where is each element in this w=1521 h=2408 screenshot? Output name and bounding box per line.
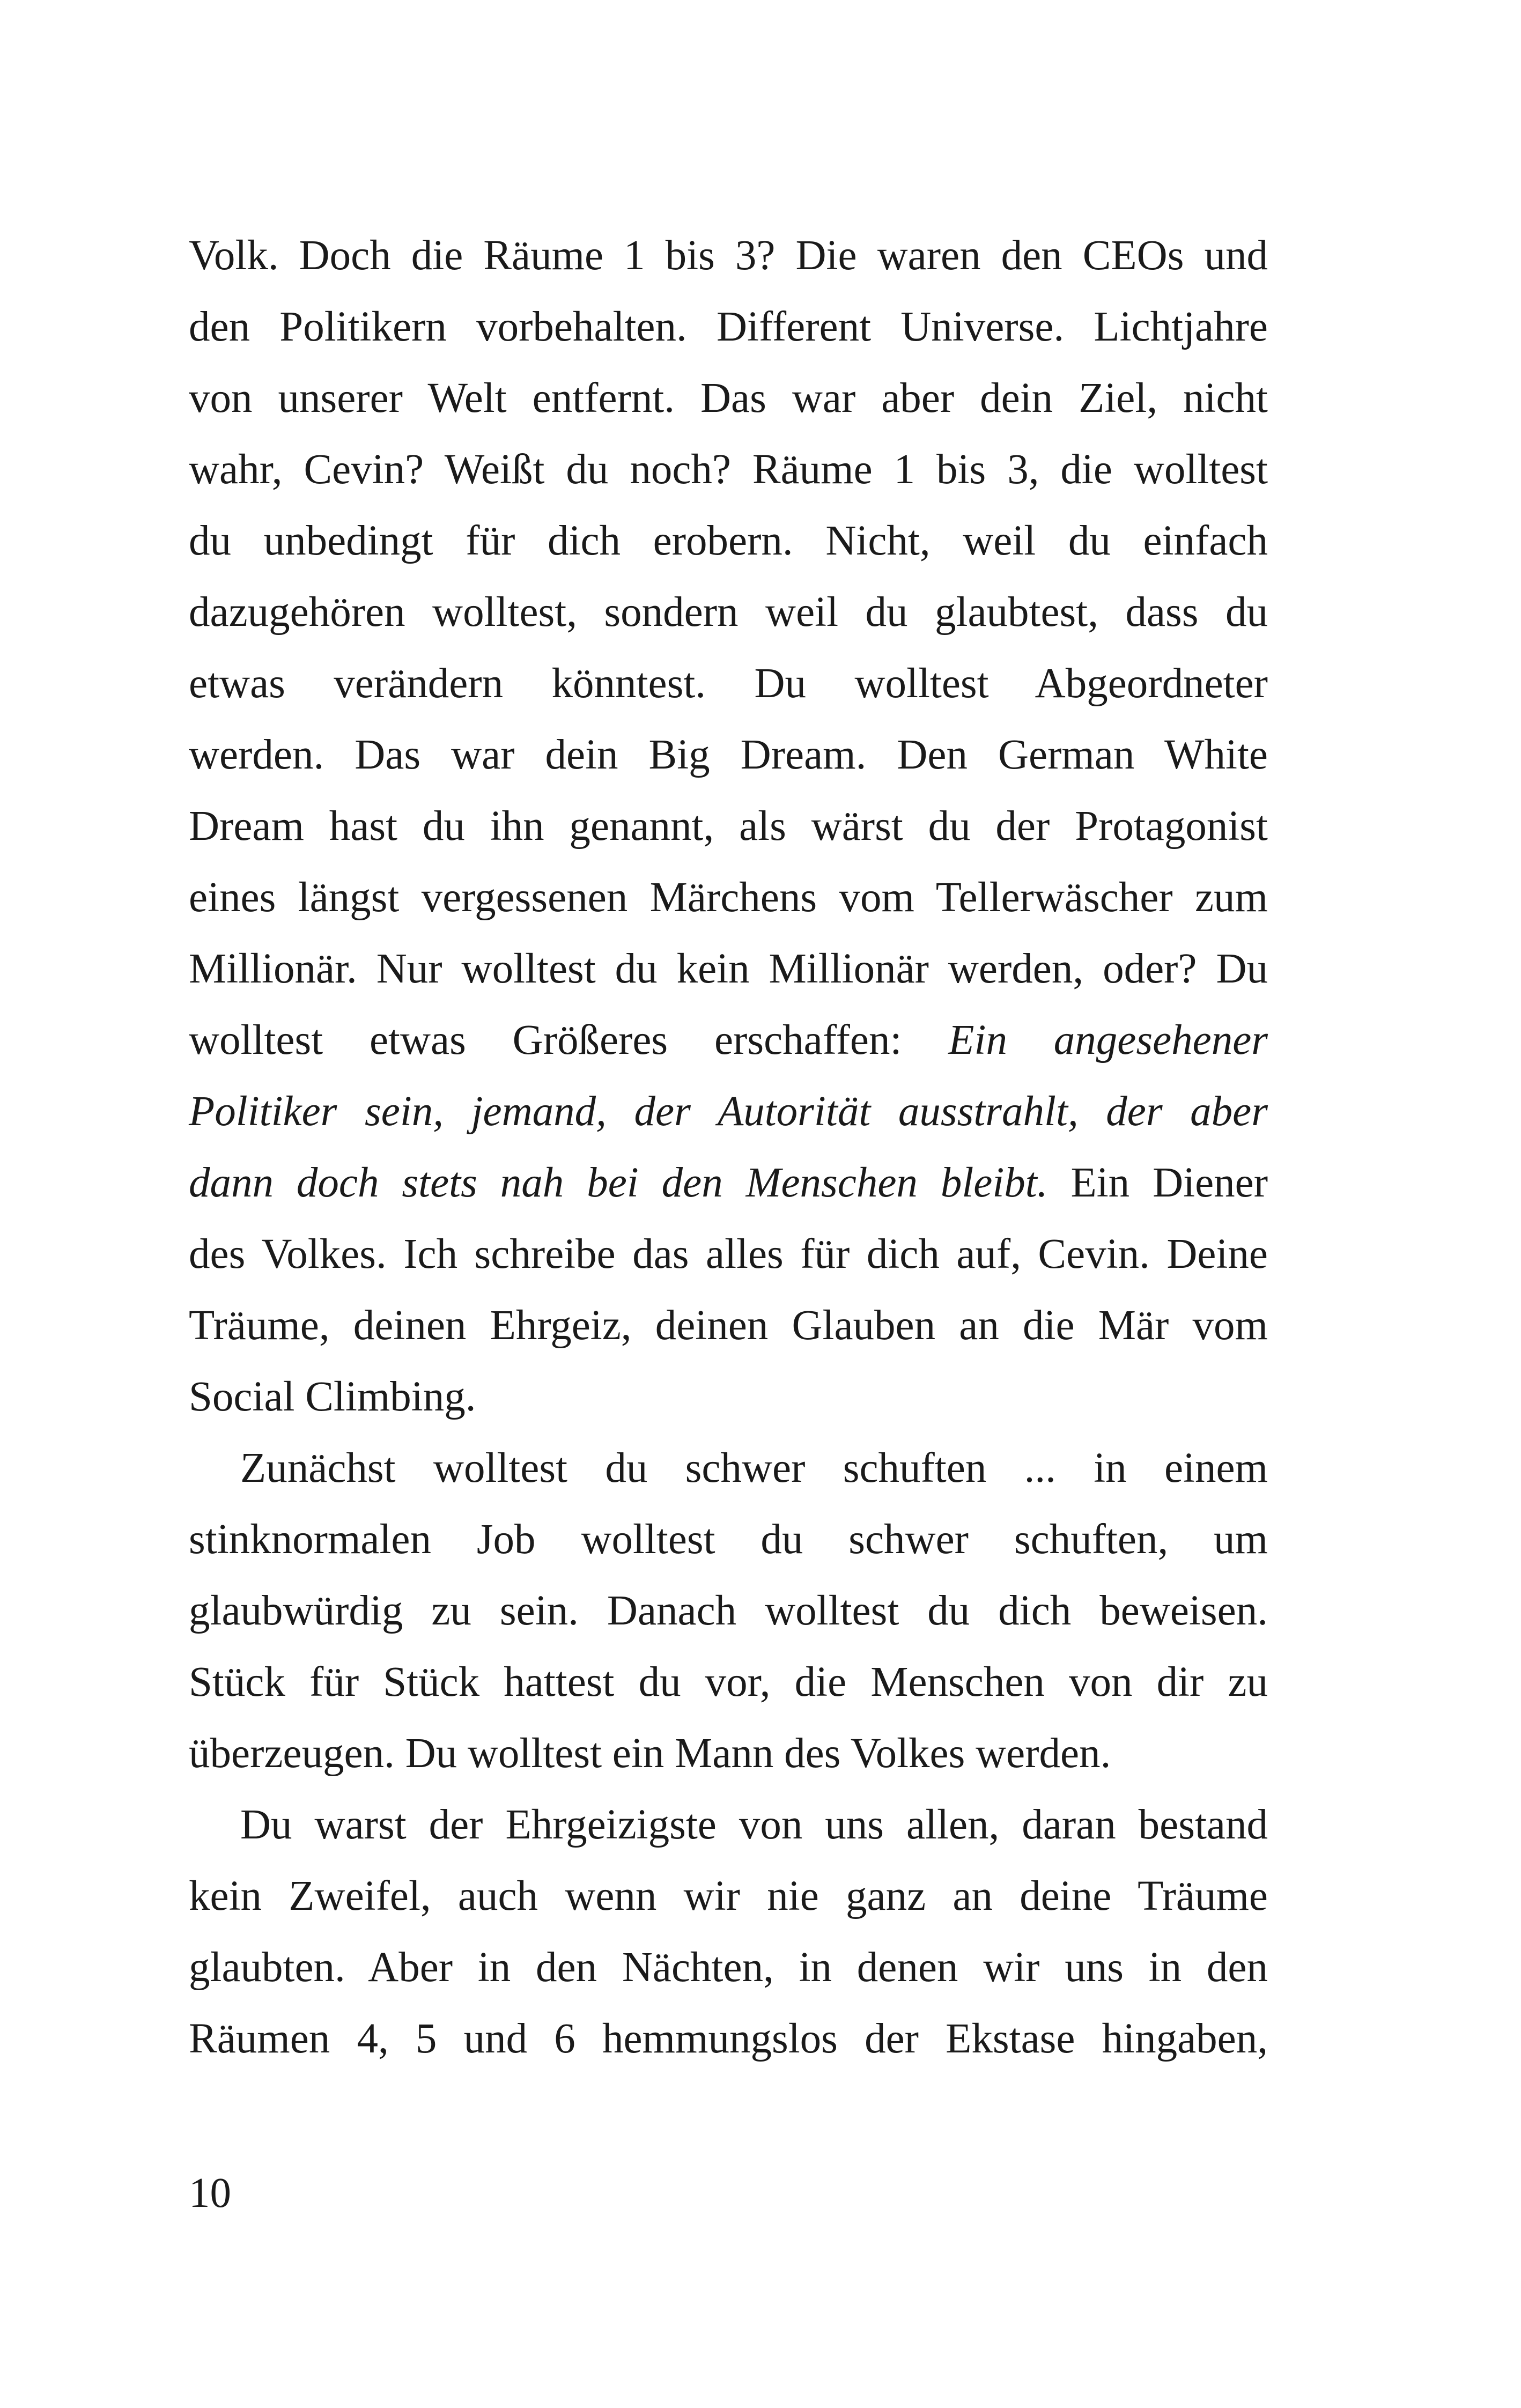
text-line: glaubwürdig zu sein. Danach wolltest du dich beweisen.	[189, 1587, 1268, 1634]
italic-text-segment: Politiker sein, jemand, der Autorität ausstrahlt, der aber	[189, 1088, 1268, 1135]
text-line: Social Climbing.	[189, 1373, 476, 1420]
body-text	[189, 220, 1268, 2074]
text-line: überzeugen. Du wolltest ein Mann des Volkes werden.	[189, 1730, 1111, 1777]
text-line: eines längst vergessenen Märchens vom Tellerwäscher zum	[189, 874, 1268, 921]
text-line-mixed	[189, 1004, 1268, 1076]
text-line: Dream hast du ihn genannt, als wärst du der Protagonist	[189, 803, 1268, 850]
text-segment: wolltest etwas Größeres erschaffen:	[189, 1017, 902, 1063]
text-line: etwas verändern könntest. Du wolltest Abgeordneter	[189, 660, 1268, 707]
text-line: von unserer Welt entfernt. Das war aber dein Ziel, nicht	[189, 375, 1268, 422]
page-number: 10	[189, 2170, 231, 2217]
text-line: wahr, Cevin? Weißt du noch? Räume 1 bis 3, die wolltest	[189, 446, 1268, 493]
italic-text-segment: dann doch stets nah bei den Menschen bleibt.	[189, 1159, 1048, 1206]
text-line: Du warst der Ehrgeizigste von uns allen, daran bestand	[240, 1801, 1268, 1848]
text-line: stinknormalen Job wolltest du schwer schuften, um	[189, 1516, 1268, 1563]
text-segment: Ein Diener	[1070, 1159, 1268, 1206]
text-line: Zunächst wolltest du schwer schuften ... in einem	[240, 1445, 1268, 1491]
text-line: kein Zweifel, auch wenn wir nie ganz an deine Träume	[189, 1873, 1268, 1919]
text-line: dazugehören wolltest, sondern weil du glaubtest, dass du	[189, 589, 1268, 636]
text-line: Träume, deinen Ehrgeiz, deinen Glauben an die Mär vom	[189, 1302, 1268, 1349]
italic-text-segment: Ein angesehener	[948, 1017, 1268, 1063]
text-line: Stück für Stück hattest du vor, die Menschen von dir zu	[189, 1659, 1268, 1705]
text-line: des Volkes. Ich schreibe das alles für dich auf, Cevin. Deine	[189, 1231, 1268, 1277]
text-line: Millionär. Nur wolltest du kein Millionär werden, oder? Du	[189, 946, 1268, 992]
text-line: werden. Das war dein Big Dream. Den German White	[189, 732, 1268, 778]
text-line: glaubten. Aber in den Nächten, in denen wir uns in den	[189, 1944, 1268, 1991]
text-line-italic	[189, 1076, 1268, 1147]
text-line: den Politikern vorbehalten. Different Universe. Lichtjahre	[189, 304, 1268, 350]
text-line: du unbedingt für dich erobern. Nicht, weil du einfach	[189, 518, 1268, 564]
text-line: Räumen 4, 5 und 6 hemmungslos der Ekstase hingaben,	[189, 2015, 1268, 2062]
text-line-mixed	[189, 1147, 1268, 1218]
text-line: Volk. Doch die Räume 1 bis 3? Die waren den CEOs und	[189, 232, 1268, 279]
